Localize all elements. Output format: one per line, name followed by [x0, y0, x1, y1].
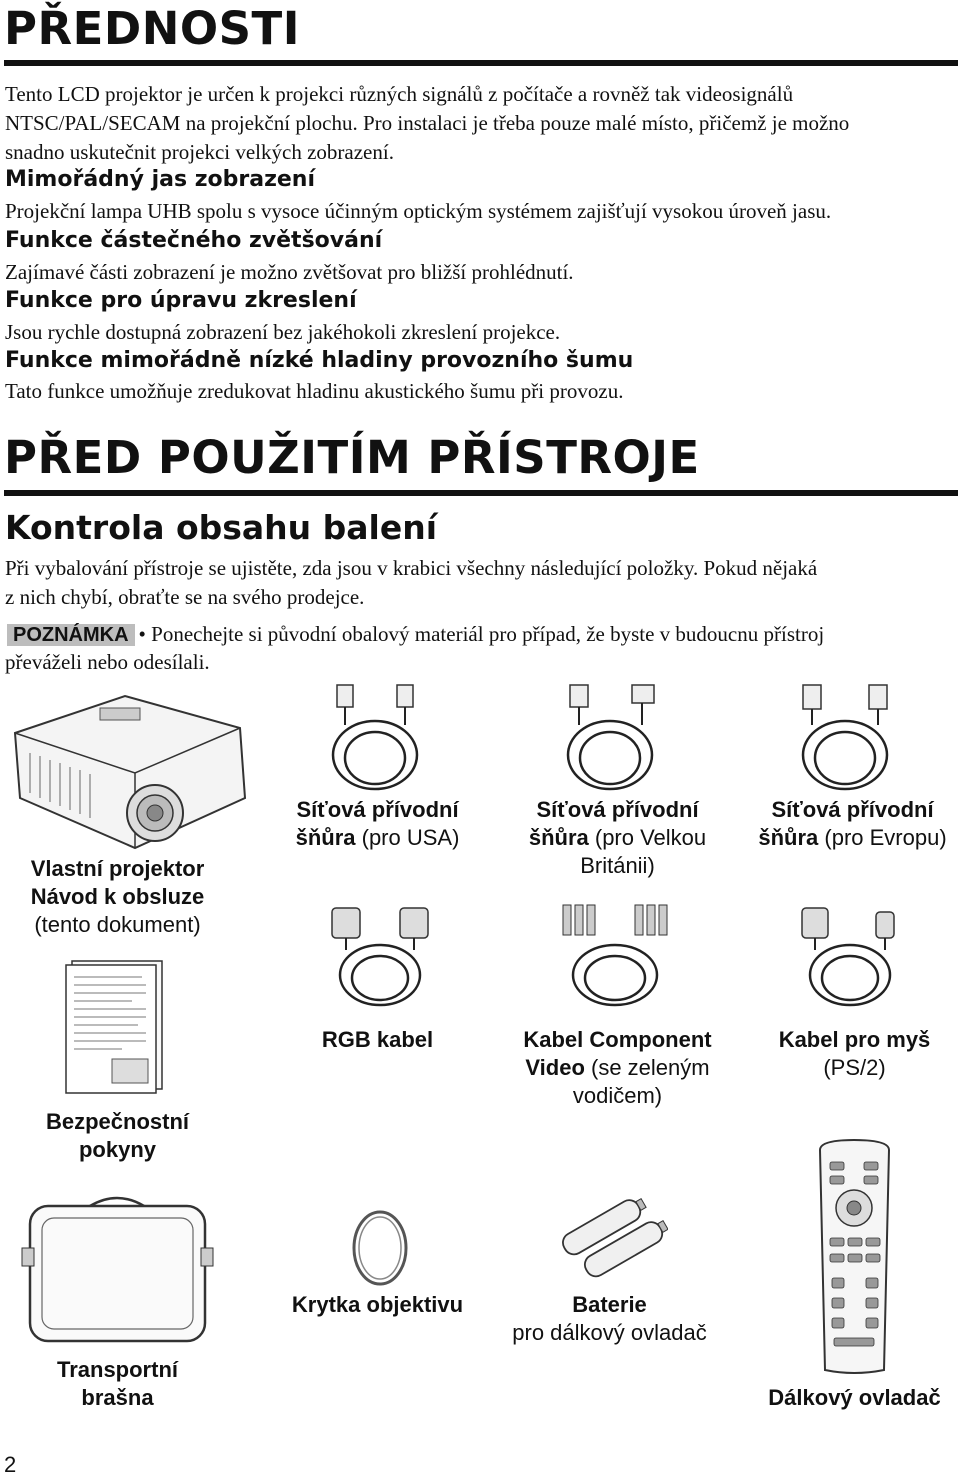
caption-power-uk-bold1: Síťová přívodní: [536, 797, 699, 822]
feature-heading-brightness: Mimořádný jas zobrazení: [5, 167, 316, 192]
intro-line-1: Tento LCD projektor je určen k projekci různých signálů z počítače a rovněž tak videosignálů: [5, 82, 794, 106]
caption-bag-bold1: Transportní: [56, 1357, 178, 1382]
caption-power-usa-rest: (pro USA): [355, 825, 460, 850]
feature-text-keystone: Jsou rychle dostupná zobrazení bez jakéhokoli zkreslení projekce.: [5, 320, 561, 344]
caption-safety-bold2: pokyny: [78, 1137, 157, 1162]
caption-component-rest: (se zeleným: [584, 1055, 710, 1080]
caption-batteries-bold1: Baterie: [572, 1292, 647, 1317]
caption-power-usa: [265, 796, 490, 852]
package-subtitle: Kontrola obsahu balení: [5, 508, 438, 547]
note-label: POZNÁMKA: [7, 624, 135, 646]
caption-projector-line3: (tento dokument): [34, 912, 201, 937]
caption-component-bold2: Video: [525, 1055, 585, 1080]
rgb-cable-image: [320, 900, 440, 1010]
caption-power-usa-bold1: Síťová přívodní: [296, 797, 459, 822]
caption-power-eu-rest: (pro Evropu): [818, 825, 947, 850]
page-number: 2: [4, 1452, 17, 1477]
caption-power-uk: [505, 796, 730, 880]
caption-remote-bold1: Dálkový ovladač: [768, 1385, 941, 1410]
caption-bag-bold2: brašna: [81, 1385, 154, 1410]
caption-mouse-line2: (PS/2): [823, 1055, 886, 1080]
intro-line-3: snadno uskutečnit projekci velkých zobrazení.: [5, 140, 394, 164]
caption-projector: [10, 855, 225, 939]
feature-text-zoom: Zajímavé části zobrazení je možno zvětšovat pro bližší prohlédnutí.: [5, 260, 574, 284]
caption-power-uk-rest: (pro Velkou: [588, 825, 707, 850]
feature-heading-keystone: Funkce pro úpravu zkreslení: [5, 288, 357, 313]
mouse-cable-image: [790, 900, 910, 1010]
caption-safety: [5, 1108, 230, 1164]
caption-lens-cap: [265, 1291, 490, 1319]
caption-component-bold1: Kabel Component: [523, 1027, 712, 1052]
power-cord-eu-image: [785, 680, 910, 795]
package-text-line-1: Při vybalování přístroje se ujistěte, zda jsou v krabici všechny následující položky. Pokud nějaká: [5, 556, 818, 580]
component-cable-image: [555, 900, 675, 1010]
caption-safety-bold1: Bezpečnostní: [45, 1109, 190, 1134]
caption-rgb: [265, 1026, 490, 1054]
caption-power-uk-line3: Británii): [580, 853, 655, 878]
caption-power-eu-bold2: šňůra: [758, 825, 819, 850]
caption-mouse-bold1: Kabel pro myš: [778, 1027, 931, 1052]
caption-power-eu-bold1: Síťová přívodní: [771, 797, 934, 822]
title-rule: [4, 60, 958, 66]
caption-projector-line2: Návod k obsluze: [30, 884, 205, 909]
before-use-title: PŘED POUŽITÍM PŘÍSTROJE: [4, 431, 700, 484]
caption-power-usa-bold2: šňůra: [295, 825, 356, 850]
intro-line-2: NTSC/PAL/SECAM na projekční plochu. Pro instalaci je třeba pouze malé místo, přičemž je možno: [5, 111, 850, 135]
feature-text-brightness: Projekční lampa UHB spolu s vysoce účinným optickým systémem zajišťují vysokou úroveň jasu.: [5, 199, 832, 223]
feature-heading-zoom: Funkce částečného zvětšování: [5, 228, 383, 253]
projector-image: [5, 688, 250, 858]
features-title: PŘEDNOSTI: [4, 2, 300, 55]
feature-heading-noise: Funkce mimořádně nízké hladiny provozního šumu: [5, 348, 634, 373]
caption-batteries-line2: pro dálkový ovladač: [512, 1320, 707, 1345]
section-rule: [4, 490, 958, 496]
lens-cap-image: [345, 1208, 415, 1288]
caption-power-eu: [740, 796, 960, 852]
power-cord-usa-image: [315, 680, 440, 795]
note: [7, 620, 824, 649]
caption-batteries: [497, 1291, 722, 1347]
caption-component-line3: vodičem): [572, 1083, 663, 1108]
safety-booklet-image: [62, 955, 174, 1095]
caption-rgb-bold1: RGB kabel: [321, 1027, 434, 1052]
caption-mouse: [742, 1026, 960, 1082]
remote-control-image: [812, 1138, 897, 1378]
caption-lens-cap-bold1: Krytka objektivu: [291, 1292, 464, 1317]
caption-power-uk-bold2: šňůra: [528, 825, 589, 850]
feature-text-noise: Tato funkce umožňuje zredukovat hladinu akustického šumu při provozu.: [5, 379, 624, 403]
carrying-bag-image: [20, 1188, 215, 1348]
batteries-image: [558, 1190, 668, 1285]
caption-remote: [742, 1384, 960, 1412]
package-text-line-2: z nich chybí, obraťte se na svého prodejce.: [5, 585, 365, 609]
power-cord-uk-image: [550, 680, 675, 795]
note-text: • Ponechejte si původní obalový materiál pro případ, že byste v budoucnu přístroj: [138, 622, 825, 646]
note-text-line-2: převáželi nebo odesílali.: [5, 650, 210, 674]
caption-component: [505, 1026, 730, 1110]
caption-projector-line1: Vlastní projektor: [30, 856, 205, 881]
caption-bag: [5, 1356, 230, 1412]
